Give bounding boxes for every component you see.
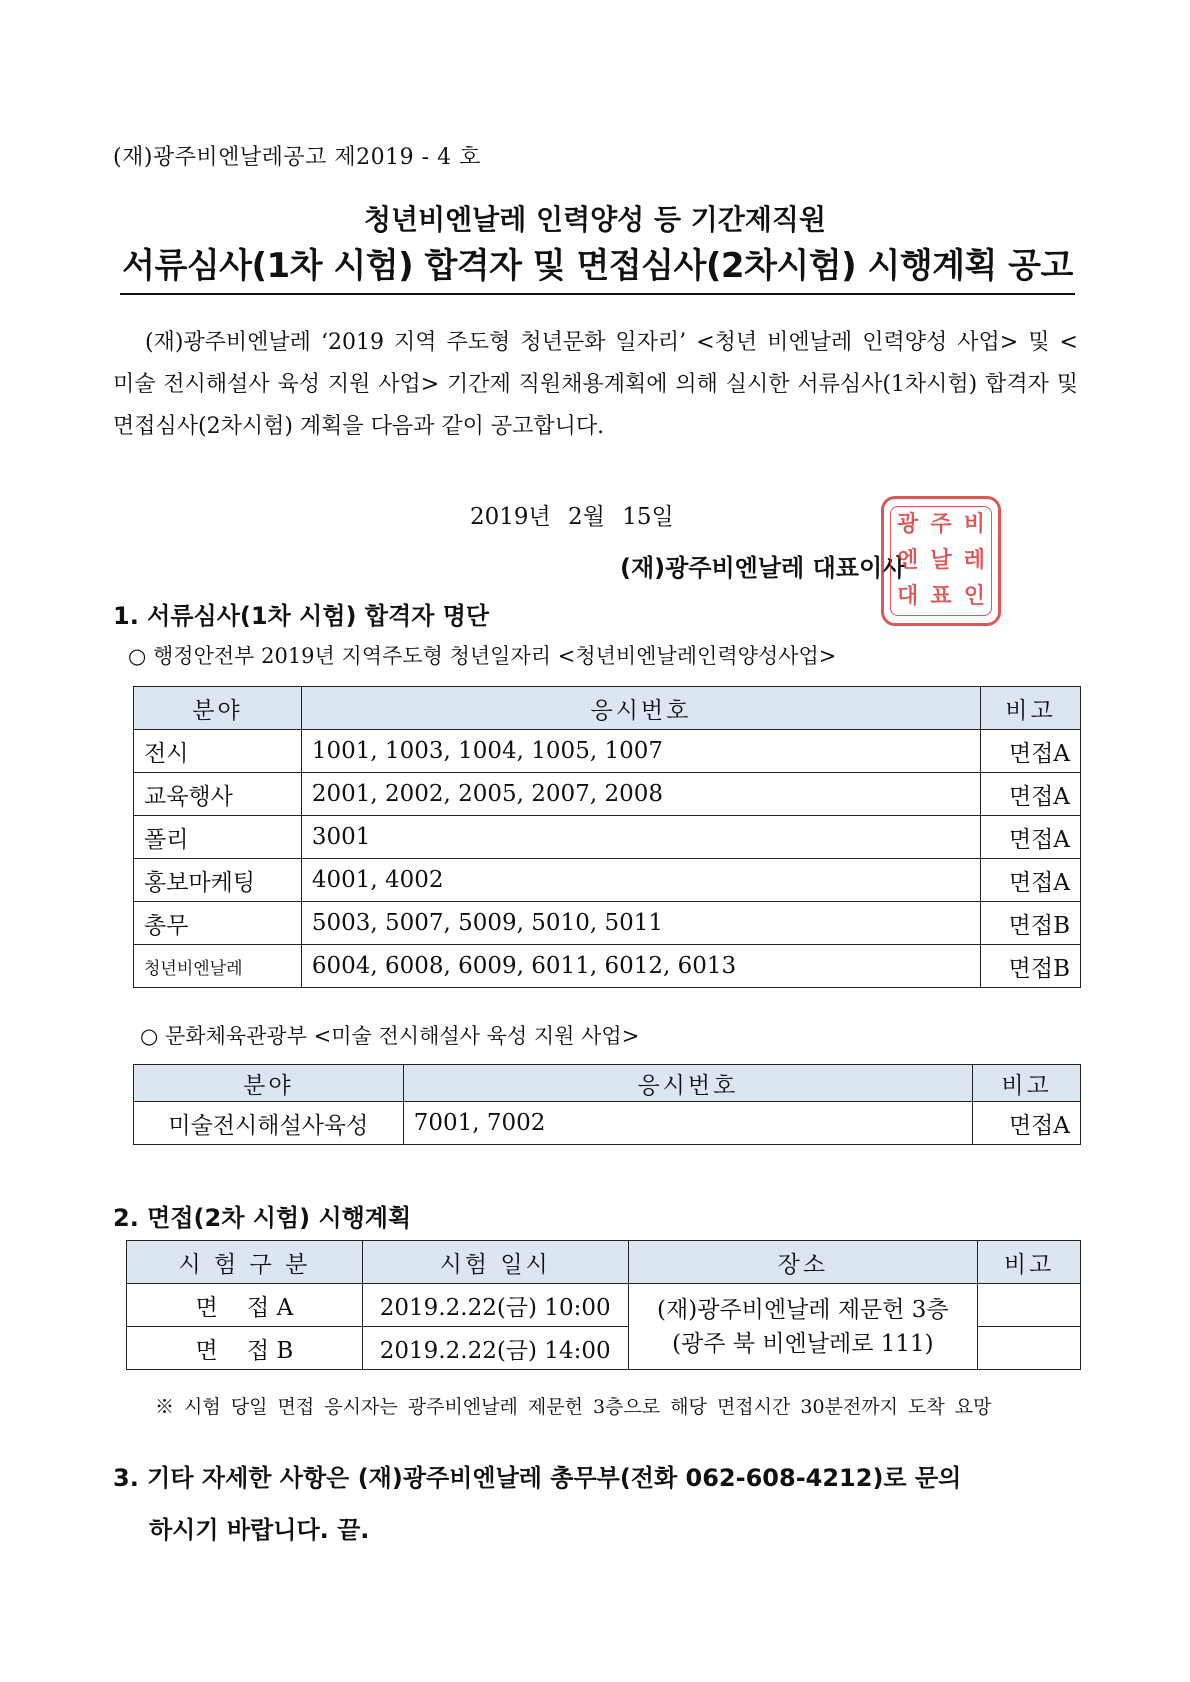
table-row	[134, 816, 1081, 859]
seal-char: 인	[963, 584, 985, 609]
note-cell	[978, 1327, 1081, 1370]
column-header: 시험 일시	[362, 1241, 628, 1284]
table-row	[127, 1284, 1081, 1327]
column-header: 비고	[981, 687, 1081, 730]
table-header-row	[127, 1241, 1081, 1284]
exam-place-cell	[628, 1284, 977, 1370]
note-cell: 면접A	[973, 1102, 1081, 1145]
passers-table-2	[133, 1064, 1081, 1145]
seal-char: 표	[930, 584, 952, 609]
place-line: (재)광주비엔날레 제문헌 3층	[657, 1296, 949, 1323]
seal-char: 비	[963, 512, 985, 537]
field-cell: 미술전시해설사육성	[134, 1102, 404, 1145]
field-cell: 청년비엔날레	[134, 945, 302, 988]
exam-datetime-cell: 2019.2.22(금) 10:00	[362, 1284, 628, 1327]
numbers-cell: 7001, 7002	[403, 1102, 972, 1145]
official-seal-stamp	[881, 496, 1001, 626]
table-header-row	[134, 1065, 1081, 1102]
column-header: 시 험 구 분	[127, 1241, 363, 1284]
section1-heading: 1. 서류심사(1차 시험) 합격자 명단	[113, 602, 490, 630]
column-header: 비고	[978, 1241, 1081, 1284]
section2-heading: 2. 면접(2차 시험) 시행계획	[113, 1204, 412, 1232]
column-header: 응시번호	[301, 687, 980, 730]
numbers-cell: 1001, 1003, 1004, 1005, 1007	[301, 730, 980, 773]
numbers-cell: 4001, 4002	[301, 859, 980, 902]
field-cell: 전시	[134, 730, 302, 773]
seal-characters	[890, 506, 992, 616]
seal-char: 레	[963, 548, 985, 573]
document-title: 서류심사(1차 시험) 합격자 및 면접심사(2차시험) 시행계획 공고	[120, 238, 1075, 295]
table-header-row	[134, 687, 1081, 730]
note-cell	[978, 1284, 1081, 1327]
section3-contact	[113, 1452, 1083, 1556]
seal-char: 날	[930, 548, 952, 573]
table-row	[134, 859, 1081, 902]
schedule-note: ※ 시험 당일 면접 응시자는 광주비엔날레 제문헌 3층으로 해당 면접시간 30분전까지 도착 요망	[155, 1396, 992, 1418]
column-header: 분야	[134, 687, 302, 730]
signatory-org: (재)광주비엔날레 대표이사	[620, 554, 906, 582]
column-header: 장소	[628, 1241, 977, 1284]
field-cell: 폴리	[134, 816, 302, 859]
numbers-cell: 3001	[301, 816, 980, 859]
place-line: (광주 북 비엔날레로 111)	[672, 1330, 934, 1357]
announcement-date: 2019년 2월 15일	[470, 504, 674, 530]
field-cell: 총무	[134, 902, 302, 945]
table-row	[134, 902, 1081, 945]
numbers-cell: 5003, 5007, 5009, 5010, 5011	[301, 902, 980, 945]
note-cell: 면접A	[981, 730, 1081, 773]
contact-line: 하시기 바랍니다. 끝.	[149, 1516, 370, 1544]
contact-line: 3. 기타 자세한 사항은 (재)광주비엔날레 총무부(전화 062-608-4212)로 문의	[113, 1464, 962, 1492]
table-row	[134, 1102, 1081, 1145]
column-header: 응시번호	[403, 1065, 972, 1102]
exam-type-cell: 면 접 A	[127, 1284, 363, 1327]
document-subtitle: 청년비엔날레 인력양성 등 기간제직원	[363, 203, 826, 236]
table-row	[134, 773, 1081, 816]
note-cell: 면접B	[981, 902, 1081, 945]
note-cell: 면접A	[981, 773, 1081, 816]
intro-paragraph: (재)광주비엔날레 ‘2019 지역 주도형 청년문화 일자리’ <청년 비엔날레 인력양성 사업> 및 <미술 전시해설사 육성 지원 사업> 기간제 직원채용계획에 의해 실시한 서류심사(1차시험) 합격자 및 면접심사(2차시험) 계획을 다음과 같이 공고합니다.	[113, 330, 1078, 439]
column-header: 비고	[973, 1065, 1081, 1102]
note-cell: 면접A	[981, 859, 1081, 902]
table-row	[134, 730, 1081, 773]
table2-caption: ○ 문화체육관광부 <미술 전시해설사 육성 지원 사업>	[140, 1024, 640, 1048]
numbers-cell: 6004, 6008, 6009, 6011, 6012, 6013	[301, 945, 980, 988]
note-cell: 면접B	[981, 945, 1081, 988]
table1-caption: ○ 행정안전부 2019년 지역주도형 청년일자리 <청년비엔날레인력양성사업>	[128, 644, 837, 668]
seal-char: 대	[897, 584, 919, 609]
table-row	[134, 945, 1081, 988]
seal-char: 주	[930, 512, 952, 537]
interview-schedule-table	[126, 1240, 1081, 1370]
seal-char: 광	[897, 512, 919, 537]
numbers-cell: 2001, 2002, 2005, 2007, 2008	[301, 773, 980, 816]
passers-table-1	[133, 686, 1081, 988]
exam-datetime-cell: 2019.2.22(금) 14:00	[362, 1327, 628, 1370]
note-cell: 면접A	[981, 816, 1081, 859]
field-cell: 홍보마케팅	[134, 859, 302, 902]
seal-char: 엔	[897, 548, 919, 573]
exam-type-cell: 면 접 B	[127, 1327, 363, 1370]
field-cell: 교육행사	[134, 773, 302, 816]
notice-number: (재)광주비엔날레공고 제2019 - 4 호	[113, 145, 481, 170]
column-header: 분야	[134, 1065, 404, 1102]
